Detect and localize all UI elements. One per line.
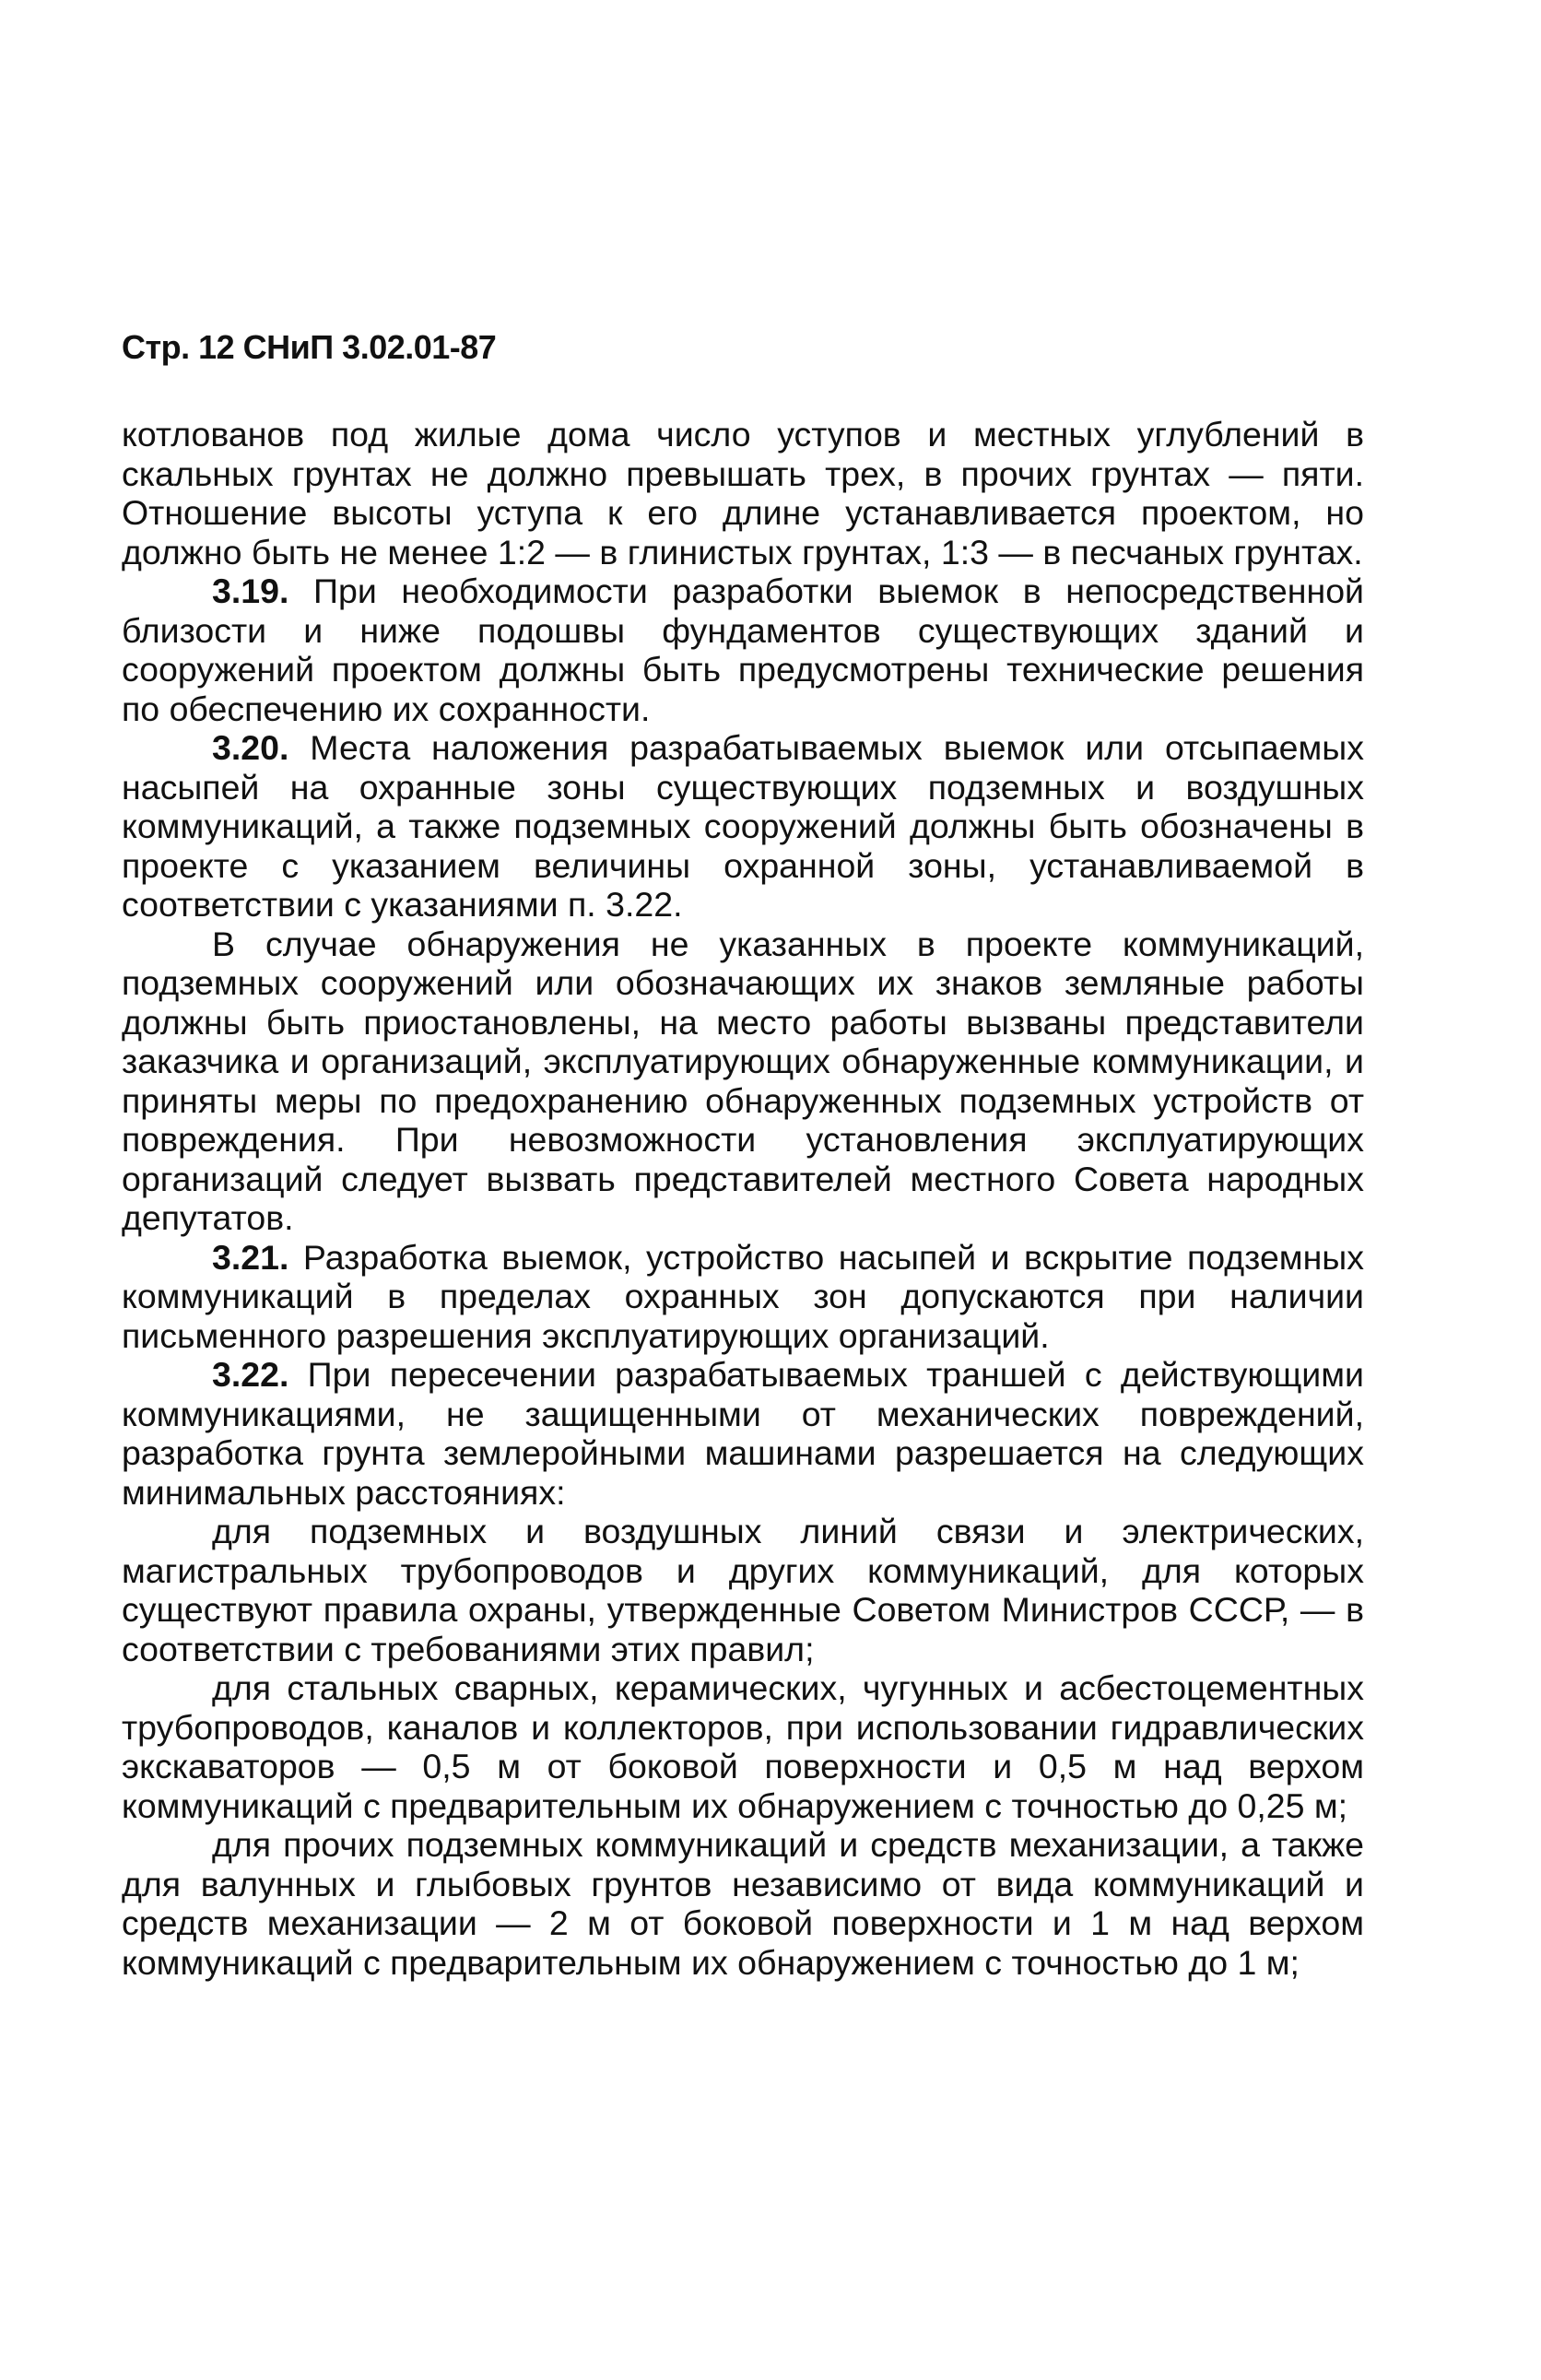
clause-text: Разработка выемок, устройство насыпей и вскрытие подземных коммуникаций в пределах охранных зон допускаются при наличии письменного разрешения эксплуатирующих организаций.: [122, 1237, 1365, 1355]
clause-number: 3.21.: [212, 1237, 289, 1277]
paragraph-3-22: [122, 1355, 1364, 1512]
clause-text: При пересечении разрабатываемых траншей с действующими коммуникациями, не защищенными от механических повреждений, разработка грунта землеройными машинами разрешается на следующих минимальных расстояниях:: [122, 1355, 1364, 1512]
paragraph-3-21: [122, 1238, 1364, 1356]
paragraph-3-20: [122, 728, 1364, 925]
clause-number: 3.20.: [212, 728, 289, 767]
list-paragraph: для прочих подземных коммуникаций и средств механизации, а также для валунных и глыбовых грунтов независимо от вида коммуникаций и средств механизации — 2 м от боковой поверхности и 1 м над верхом коммуникаций с предварительным их обнаружением с точностью до 1 м;: [122, 1825, 1364, 1982]
list-paragraph: для стальных сварных, керамических, чугунных и асбестоцементных трубопроводов, каналов и коллекторов, при использовании гидравлических экскаваторов — 0,5 м от боковой поверхности и 0,5 м над верхом коммуникаций с предварительным их обнаружением с точностью до 0,25 м;: [122, 1668, 1364, 1825]
list-paragraph: для подземных и воздушных линий связи и электрических, магистральных трубопроводов и других коммуникаций, для которых существуют правила охраны, утвержденные Советом Министров СССР, — в соответствии с требованиями этих правил;: [122, 1512, 1364, 1668]
paragraph-3-19: [122, 571, 1364, 728]
paragraph: В случае обнаружения не указанных в проекте коммуникаций, подземных сооружений или обозначающих их знаков земляные работы должны быть приостановлены, на место работы вызваны представители заказчика и организаций, эксплуатирующих обнаруженные коммуникации, и приняты меры по предохранению обнаруженных подземных устройств от повреждения. При невозможности установления эксплуатирующих организаций следует вызвать представителей местного Совета народных депутатов.: [122, 924, 1364, 1237]
clause-text: Места наложения разрабатываемых выемок или отсыпаемых насыпей на охранные зоны существующих подземных и воздушных коммуникаций, а также подземных сооружений должны быть обозначены в проекте с указанием величины охранной зоны, устанавливаемой в соответствии с указаниями п. 3.22.: [122, 728, 1364, 924]
page-header: Стр. 12 СНиП 3.02.01-87: [122, 328, 497, 366]
clause-text: При необходимости разработки выемок в непосредственной близости и ниже подошвы фундаментов существующих зданий и сооружений проектом должны быть предусмотрены технические решения по обеспечению их сохранности.: [122, 571, 1364, 728]
clause-number: 3.22.: [212, 1355, 289, 1394]
document-body: [122, 415, 1364, 1982]
paragraph: котлованов под жилые дома число уступов и местных углублений в скальных грунтах не должно превышать трех, в прочих грунтах — пяти. Отношение высоты уступа к его длине устанавливается проектом, но должно быть не менее 1:2 — в глинистых грунтах, 1:3 — в песчаных грунтах.: [122, 415, 1364, 571]
clause-number: 3.19.: [212, 571, 289, 610]
